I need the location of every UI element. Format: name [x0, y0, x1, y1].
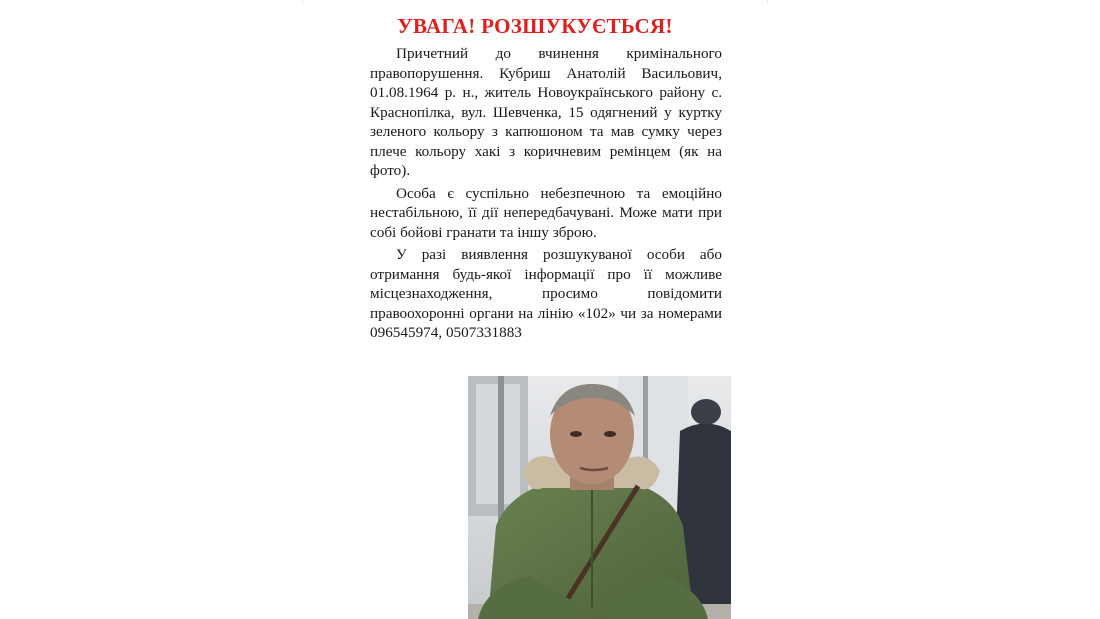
wanted-title: УВАГА! РОЗШУКУЄТЬСЯ! [397, 14, 673, 38]
notice-body [370, 44, 722, 346]
paragraph-danger-warning: Особа є суспільно небезпечною та емоційно нестабільною, її дії непередбачувані. Може мати при собі бойові гранати та іншу зброю. [370, 184, 722, 241]
paragraph-description: Причетний до вчинення кримінального правопорушення. Кубриш Анатолій Васильович, 01.08.1964 р. н., житель Новоукраїнського району с. Краснопілка, вул. Шевченка, 15 одягнений у куртку зеленого кольору з капюшоном та мав сумку через плече кольору хакі з коричневим ремінцем (як на фото). [370, 45, 722, 179]
suspect-photo [468, 376, 731, 619]
page-edge [302, 0, 768, 3]
paragraph-contact-info: У разі виявлення розшукуваної особи або отримання будь-якої інформації про її можливе місцезнаходження, просимо повідомити правоохоронні органи на лінію «102» чи за номерами 096545974, 0507331883 [370, 246, 722, 341]
